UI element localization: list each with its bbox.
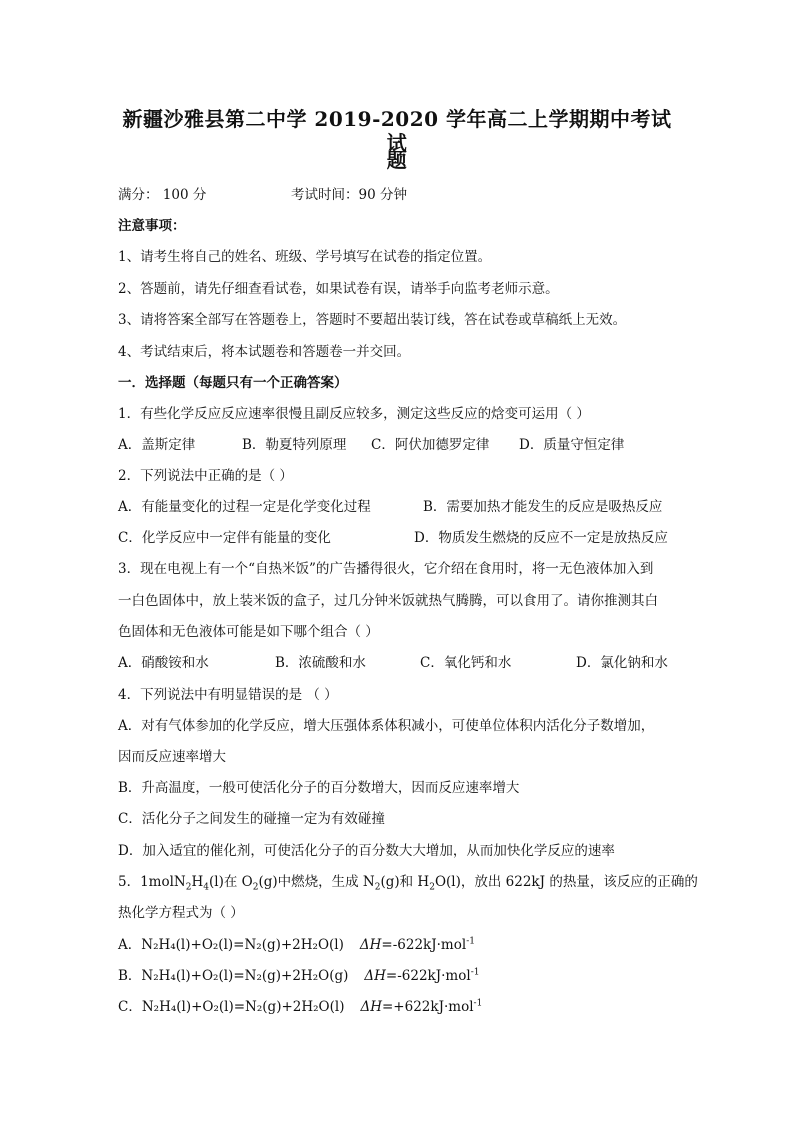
q5-stem-part: (l)在 O	[209, 874, 253, 890]
q5-option-label: A．	[118, 937, 142, 953]
q4-option-d: D．加入适宜的催化剂，可使活化分子的百分数大大增加，从而加快化学反应的速率	[118, 843, 615, 859]
q5-option-label: B．	[118, 968, 142, 984]
q1-option-c: C．阿伏加德罗定律	[371, 437, 490, 453]
q3-option-d: D．氯化钠和水	[576, 655, 668, 671]
delta-h-symbol: ΔH	[359, 937, 382, 953]
time-info: 考试时间：90 分钟	[291, 187, 407, 203]
q5-stem-line2: 热化学方程式为（ ）	[118, 905, 244, 921]
exam-title-line2: 题	[386, 148, 408, 172]
q5-stem-part: (g)和 H	[380, 874, 430, 890]
q5-equation: N₂H₄(l)+O₂(l)=N₂(g)+2H₂O(l)	[141, 937, 344, 953]
delta-h-symbol: ΔH	[364, 968, 386, 984]
delta-h-symbol: ΔH	[360, 999, 382, 1015]
note-item-2: 2、答题前，请先仔细查看试卷，如果试卷有误，请举手向监考老师示意。	[118, 281, 559, 297]
q5-stem-part: O(l)，放出 622kJ 的热量，该反应的正确的	[434, 874, 698, 890]
q4-option-a-line1: A．对有气体参加的化学反应，增大压强体系体积减小，可使单位体积内活化分子数增加，	[118, 718, 655, 734]
unit-exponent: -1	[466, 936, 475, 947]
score-info: 满分： 100 分	[118, 187, 207, 203]
q3-option-a: A．硝酸铵和水	[118, 655, 209, 671]
q5-stem-line1	[118, 873, 698, 891]
q3-option-c: C．氧化钙和水	[420, 655, 512, 671]
q2-stem: 2．下列说法中正确的是（ ）	[118, 468, 293, 484]
q5-option-c	[118, 998, 482, 1016]
q1-option-b: B．勒夏特列原理	[242, 437, 347, 453]
q5-subscript: 2	[374, 882, 381, 893]
q5-option-label: C．	[118, 999, 142, 1015]
q5-subscript: 2	[252, 882, 259, 893]
note-item-1: 1、请考生将自己的姓名、班级、学号填写在试卷的指定位置。	[118, 249, 492, 265]
q4-option-a-line2: 因而反应速率增大	[118, 749, 226, 765]
note-item-4: 4、考试结束后，将本试题卷和答题卷一并交回。	[118, 344, 411, 360]
q4-option-b: B．升高温度，一般可使活化分子的百分数增大，因而反应速率增大	[118, 780, 520, 796]
q2-option-a: A．有能量变化的过程一定是化学变化过程	[118, 499, 371, 515]
q4-stem: 4．下列说法中有明显错误的是 （ ）	[118, 687, 338, 703]
section-heading: 一．选择题（每题只有一个正确答案）	[118, 375, 348, 391]
q3-option-b: B．浓硫酸和水	[275, 655, 366, 671]
unit-exponent: -1	[470, 967, 480, 978]
q1-option-a: A．盖斯定律	[118, 437, 196, 453]
delta-h-value: =+622kJ·mol	[382, 999, 474, 1015]
q1-option-d: D．质量守恒定律	[519, 437, 625, 453]
notes-heading: 注意事项：	[118, 218, 186, 234]
q3-stem-line2: 一白色固体中，放上装米饭的盒子，过几分钟米饭就热气腾腾，可以食用了。请你推测其白	[118, 593, 658, 609]
q2-option-d: D．物质发生燃烧的反应不一定是放热反应	[414, 530, 668, 546]
q5-option-a	[118, 936, 475, 954]
q5-subscript: 2	[185, 882, 192, 893]
q3-stem-line1: 3．现在电视上有一个“自热米饭”的广告播得很火，它介绍在食用时，将一无色液体加入到	[118, 561, 654, 577]
q1-stem: 1．有些化学反应反应速率很慢且副反应较多，测定这些反应的焓变可运用（ ）	[118, 406, 590, 422]
exam-title-line1: 新疆沙雅县第二中学 2019-2020 学年高二上学期期中考试试	[122, 107, 672, 155]
delta-h-value: =-622kJ·mol	[385, 968, 471, 984]
q5-subscript: 2	[429, 882, 435, 893]
q5-stem-part: 5．1molN	[118, 874, 186, 890]
unit-exponent: -1	[473, 998, 483, 1009]
q5-equation: N₂H₄(l)+O₂(l)=N₂(g)+2H₂O(l)	[141, 999, 345, 1015]
q5-option-b	[118, 967, 479, 985]
q2-option-b: B．需要加热才能发生的反应是吸热反应	[423, 499, 663, 515]
q4-option-c: C．活化分子之间发生的碰撞一定为有效碰撞	[118, 811, 385, 827]
q5-equation: N₂H₄(l)+O₂(l)=N₂(g)+2H₂O(g)	[141, 968, 349, 984]
q5-subscript: 4	[203, 882, 209, 893]
q2-option-c: C．化学反应中一定伴有能量的变化	[118, 530, 331, 546]
delta-h-value: =-622kJ·mol	[381, 937, 467, 953]
q5-stem-part: (g)中燃烧，生成 N	[258, 874, 375, 890]
q3-stem-line3: 色固体和无色液体可能是如下哪个组合（ ）	[118, 624, 379, 640]
q5-stem-part: H	[191, 874, 204, 890]
note-item-3: 3、请将答案全部写在答题卷上，答题时不要超出装订线，答在试卷或草稿纸上无效。	[118, 312, 627, 328]
